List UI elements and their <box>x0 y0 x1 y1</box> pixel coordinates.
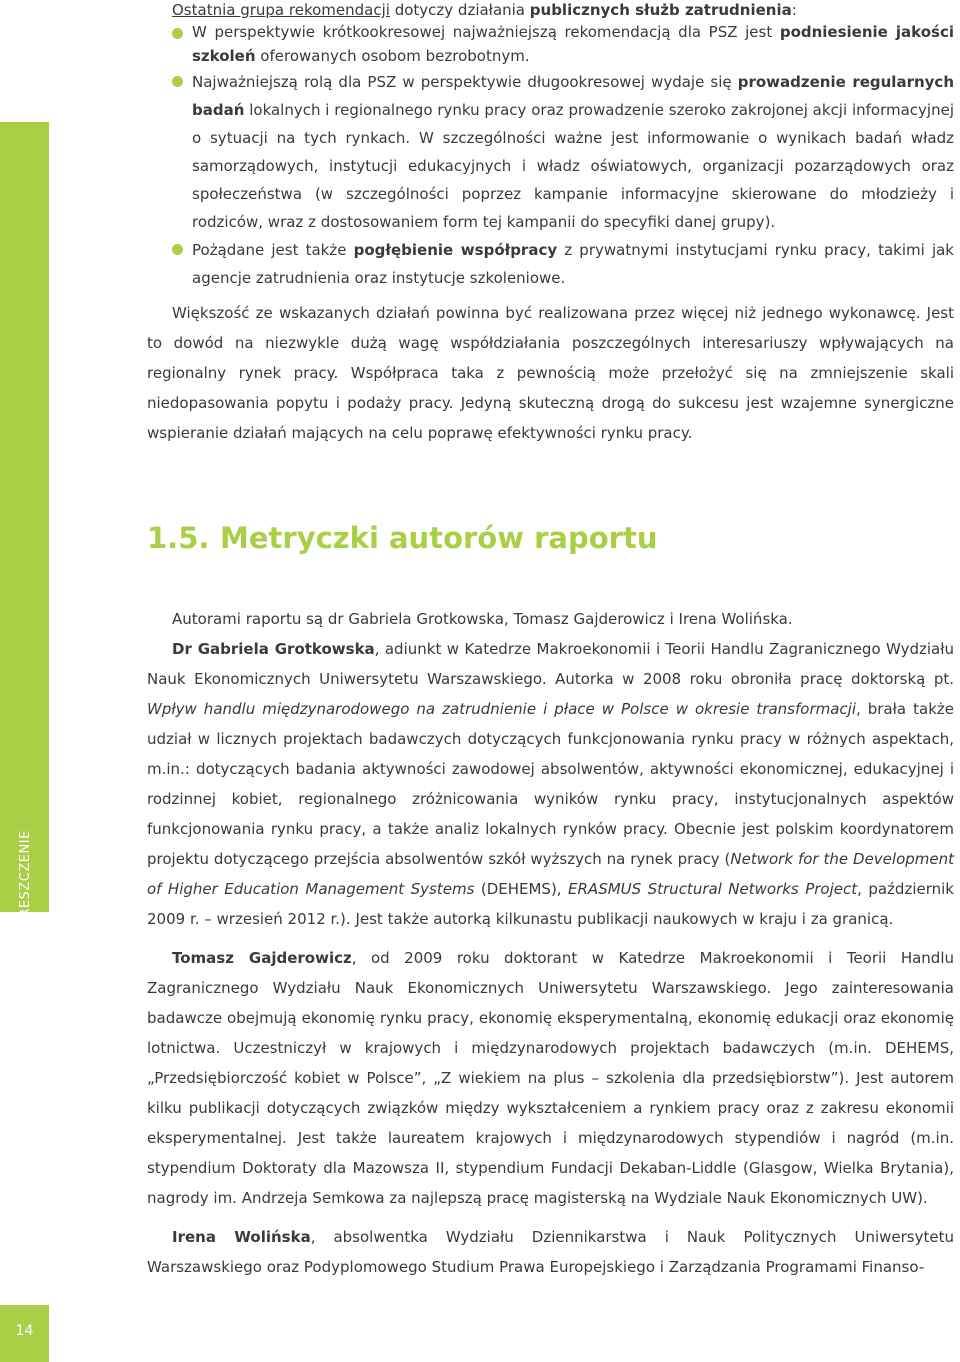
author-name: Dr Gabriela Grotkowska <box>172 640 375 658</box>
author-name: Tomasz Gajderowicz <box>172 949 352 967</box>
section-heading <box>147 518 954 558</box>
section-number: 1.5. <box>147 521 210 555</box>
bullet-bold: pogłębienie współpracy <box>353 241 558 259</box>
authors-section <box>147 604 954 1282</box>
bullet-bold: podniesienie jakości szkoleń <box>192 23 955 65</box>
bio-text: , absolwentka Wydziału Dziennikarstwa i Nauk Politycznych Uniwersytetu Warszawskiego oraz Podyplomowego Studium Prawa Europejskiego i Zarządzania Programami Finanso- <box>147 1228 954 1276</box>
author-bio-grotkowska <box>147 634 954 934</box>
intro-end: : <box>791 1 797 19</box>
bullet-text: Najważniejszą rolą dla PSZ w perspektywie długookresowej wydaje się <box>192 73 738 91</box>
author-name: Irena Wolińska <box>172 1228 311 1246</box>
bullet-text: lokalnych i regionalnego rynku pracy oraz prowadzenie szeroko zakrojonej akcji informacyjnej o sytuacji na tych rynkach. W szczególności ważne jest informowanie o wynikach badań władz samorządowych, instytucji edukacyjnych i władz oświatowych, organizacji pozarządowych oraz społeczeństwa (w szczególności poprzez kampanie informacyjne skierowane do młodzieży i rodziców, wraz z dostosowaniem form tej kampanii do specyfiki danej grupy). <box>192 101 954 231</box>
sidebar-accent-bar <box>0 122 49 912</box>
recommendations-list <box>147 20 954 292</box>
bio-text: , adiunkt w Katedrze Makroekonomii i Teorii Handlu Zagranicznego Wydziału Nauk Ekonomicznych Uniwersytetu Warszawskiego. Autorka w 2008 roku obroniła pracę doktorską pt. <box>147 640 954 688</box>
intro-bold: publicznych służb zatrudnienia <box>529 1 792 19</box>
list-item <box>192 236 954 292</box>
authors-intro: Autorami raportu są dr Gabriela Grotkowska, Tomasz Gajderowicz i Irena Wolińska. <box>172 610 793 628</box>
bio-italic: ERASMUS Structural Networks Project <box>568 880 858 898</box>
recommendations-intro <box>147 0 954 20</box>
bio-text: , październik 2009 r. – wrzesień 2012 r.). Jest także autorką kilkunastu publikacji naukowych w kraju i za granicą. <box>147 880 954 928</box>
summary-paragraph: Większość ze wskazanych działań powinna być realizowana przez więcej niż jednego wykonawcę. Jest to dowód na niezwykle dużą wagę współdziałania poszczególnych interesariuszy wpływających na regionalny rynek pracy. Współpraca taka z pewnością może przełożyć się na zmniejszenie skali niedopasowania popytu i podaży pracy. Jedyną skuteczną drogą do sukcesu jest wzajemne synergiczne wspieranie działań mających na celu poprawę efektywności rynku pracy. <box>147 304 954 442</box>
bullet-bold: prowadzenie regularnych badań <box>192 73 954 119</box>
section-title: Metryczki autorów raportu <box>220 521 658 555</box>
bio-text: (DEHEMS), <box>474 880 569 898</box>
author-bio-wolinska <box>147 1222 954 1282</box>
bio-italic: Wpływ handlu międzynarodowego na zatrudnienie i płace w Polsce w okresie transformacji <box>147 700 857 718</box>
sidebar-label-text: STRESZCZENIE <box>17 829 33 935</box>
intro-text: dotyczy działania <box>389 1 530 19</box>
sidebar-section-label <box>14 829 36 935</box>
bio-text: , brała także udział w licznych projektach badawczych dotyczących funkcjonowania rynku pracy w różnych aspektach, m.in.: dotyczących badania aktywności zawodowej absolwentów, aktywności ekonomicznej, edukacyjnej i rodzinnej kobiet, regionalnego zróżnicowania wyników rynku pracy, instytucjonalnych aspektów funkcjonowania rynku pracy, a także analiz lokalnych rynków pracy. Obecnie jest polskim koordynatorem projektu dotyczącego przejścia absolwentów szkół wyższych na rynek pracy ( <box>147 700 954 868</box>
bio-text: , od 2009 roku doktorant w Katedrze Makroekonomii i Teorii Handlu Zagranicznego Wydziału Nauk Ekonomicznych Uniwersytetu Warszawskiego. Jego zainteresowania badawcze obejmują ekonomię rynku pracy, ekonomię eksperymentalną, ekonomię edukacji oraz ekonomię lotnictwa. Uczestniczył w krajowych i międzynarodowych projektach badawczych (m.in. DEHEMS, „Przedsiębiorczość kobiet w Polsce”, „Z wiekiem na plus – szkolenia dla przedsiębiorstw”). Jest autorem kilku publikacji dotyczących związków między wykształceniem a rynkiem pracy oraz z zakresu ekonomii eksperymentalnej. Jest także laureatem krajowych i międzynarodowych stypendiów i nagród (m.in. stypendium Doktoraty dla Mazowsza II, stypendium Fundacji Dekaban-Liddle (Glasgow, Wielka Brytania), nagrody im. Andrzeja Semkowa za najlepszą pracę magisterską na Wydziale Nauk Ekonomicznych UW). <box>147 949 954 1207</box>
list-item <box>192 68 954 236</box>
author-bio-gajderowicz <box>147 943 954 1213</box>
bullet-text: oferowanych osobom bezrobotnym. <box>255 47 530 65</box>
intro-underlined: Ostatnia grupa rekomendacji <box>172 1 390 19</box>
bio-italic: Network for the Development of Higher Education Management Systems <box>147 850 954 898</box>
list-item <box>192 20 954 68</box>
main-content <box>147 0 954 1282</box>
bullet-text: Pożądane jest także <box>192 241 354 259</box>
page-number: 14 <box>15 1323 34 1339</box>
bullet-text: z prywatnymi instytucjami rynku pracy, takimi jak agencje zatrudnienia oraz instytucje szkoleniowe. <box>192 241 954 287</box>
bullet-text: W perspektywie krótkookresowej najważniejszą rekomendacją dla PSZ jest <box>192 23 780 41</box>
